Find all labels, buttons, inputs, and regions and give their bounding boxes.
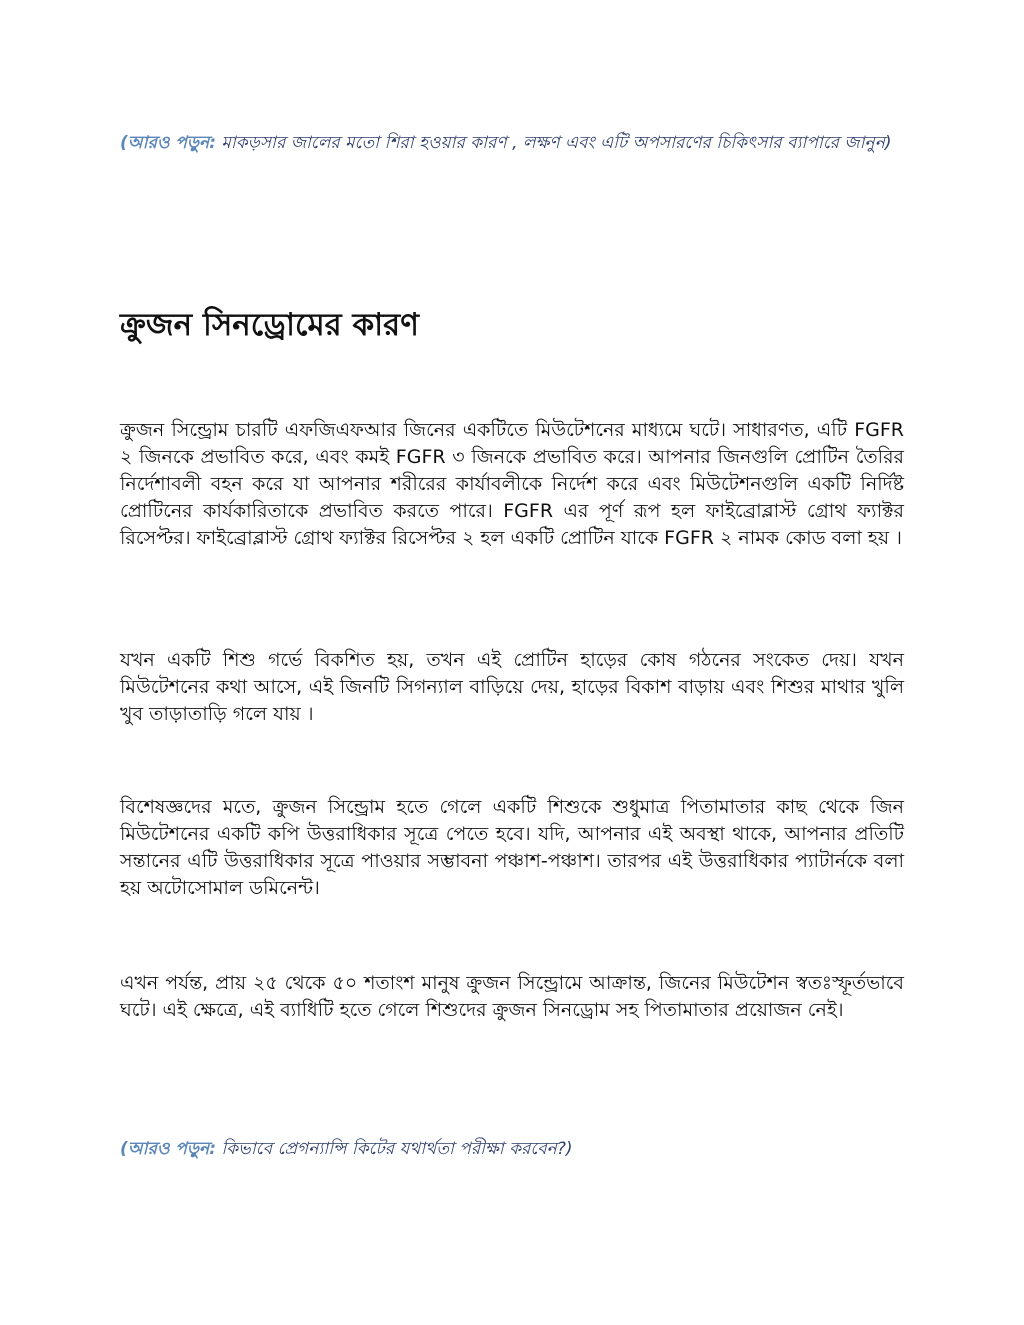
paragraph-3: বিশেষজ্ঞদের মতে, ক্রুজন সিন্ড্রোম হতে গেলে একটি শিশুকে শুধুমাত্র পিতামাতার কাছ থেকে জিন মিউটেশনের একটি কপি উত্তরাধিকার সূত্রে পেতে হবে। যদি, আপনার এই অবস্থা থাকে, আপনার প্রতিটি সন্তানের এটি উত্তরাধিকার সূত্রে পাওয়ার সম্ভাবনা পঞ্চাশ-পঞ্চাশ। তারপর এই উত্তরাধিকার প্যাটার্নকে বলা হয় অটোসোমাল ডমিনেন্ট। — [120, 796, 904, 899]
read-more-label: (আরও পড়ুন: — [120, 1139, 217, 1159]
paragraph-2: যখন একটি শিশু গর্ভে বিকশিত হয়, তখন এই প্রোটিন হাড়ের কোষ গঠনের সংকেত দেয়। যখন মিউটেশনের কথা আসে, এই জিনটি সিগন্যাল বাড়িয়ে দেয়, হাড়ের বিকাশ বাড়ায় এবং শিশুর মাথার খুলি খুব তাড়াতাড়ি গলে যায় । — [120, 649, 904, 725]
section-heading: ক্রুজন সিনড্রোমের কারণ — [120, 307, 419, 343]
read-more-link-text[interactable]: মাকড়সার জালের মতো শিরা হওয়ার কারণ , লক্ষণ এবং এটি অপসারণের চিকিৎসার ব্যাপারে জানুন) — [216, 133, 892, 153]
read-more-link-text[interactable]: কিভাবে প্রেগন্যান্সি কিটের যথার্থতা পরীক্ষা করবেন?) — [216, 1139, 573, 1159]
read-more-label: (আরও পড়ুন: — [120, 133, 217, 153]
paragraph-1: ক্রুজন সিন্ড্রোম চারটি এফজিএফআর জিনের একটিতে মিউটেশনের মাধ্যমে ঘটে। সাধারণত, এটি FGFR ২ জিনকে প্রভাবিত করে, এবং কমই FGFR ৩ জিনকে প্রভাবিত করে। আপনার জিনগুলি প্রোটিন তৈরির নির্দেশাবলী বহন করে যা আপনার শরীরের কার্যাবলীকে নির্দেশ করে এবং মিউটেশনগুলি একটি নির্দিষ্ট প্রোটিনের কার্যকারিতাকে প্রভাবিত করতে পারে। FGFR এর পূর্ণ রূপ হল ফাইব্রোব্লাস্ট গ্রোথ ফ্যাক্টর রিসেপ্টর। ফাইব্রোব্লাস্ট গ্রোথ ফ্যাক্টর রিসেপ্টর ২ হল একটি প্রোটিন যাকে FGFR ২ নামক কোড বলা হয় । — [120, 419, 904, 549]
read-more-top[interactable] — [120, 126, 904, 160]
read-more-bottom[interactable] — [120, 1132, 904, 1166]
paragraph-4: এখন পর্যন্ত, প্রায় ২৫ থেকে ৫০ শতাংশ মানুষ ক্রুজন সিন্ড্রোমে আক্রান্ত, জিনের মিউটেশন স্বতঃস্ফূর্তভাবে ঘটে। এই ক্ষেত্রে, এই ব্যাধিটি হতে গেলে শিশুদের ক্রুজন সিনড্রোম সহ পিতামাতার প্রয়োজন নেই। — [120, 972, 904, 1021]
